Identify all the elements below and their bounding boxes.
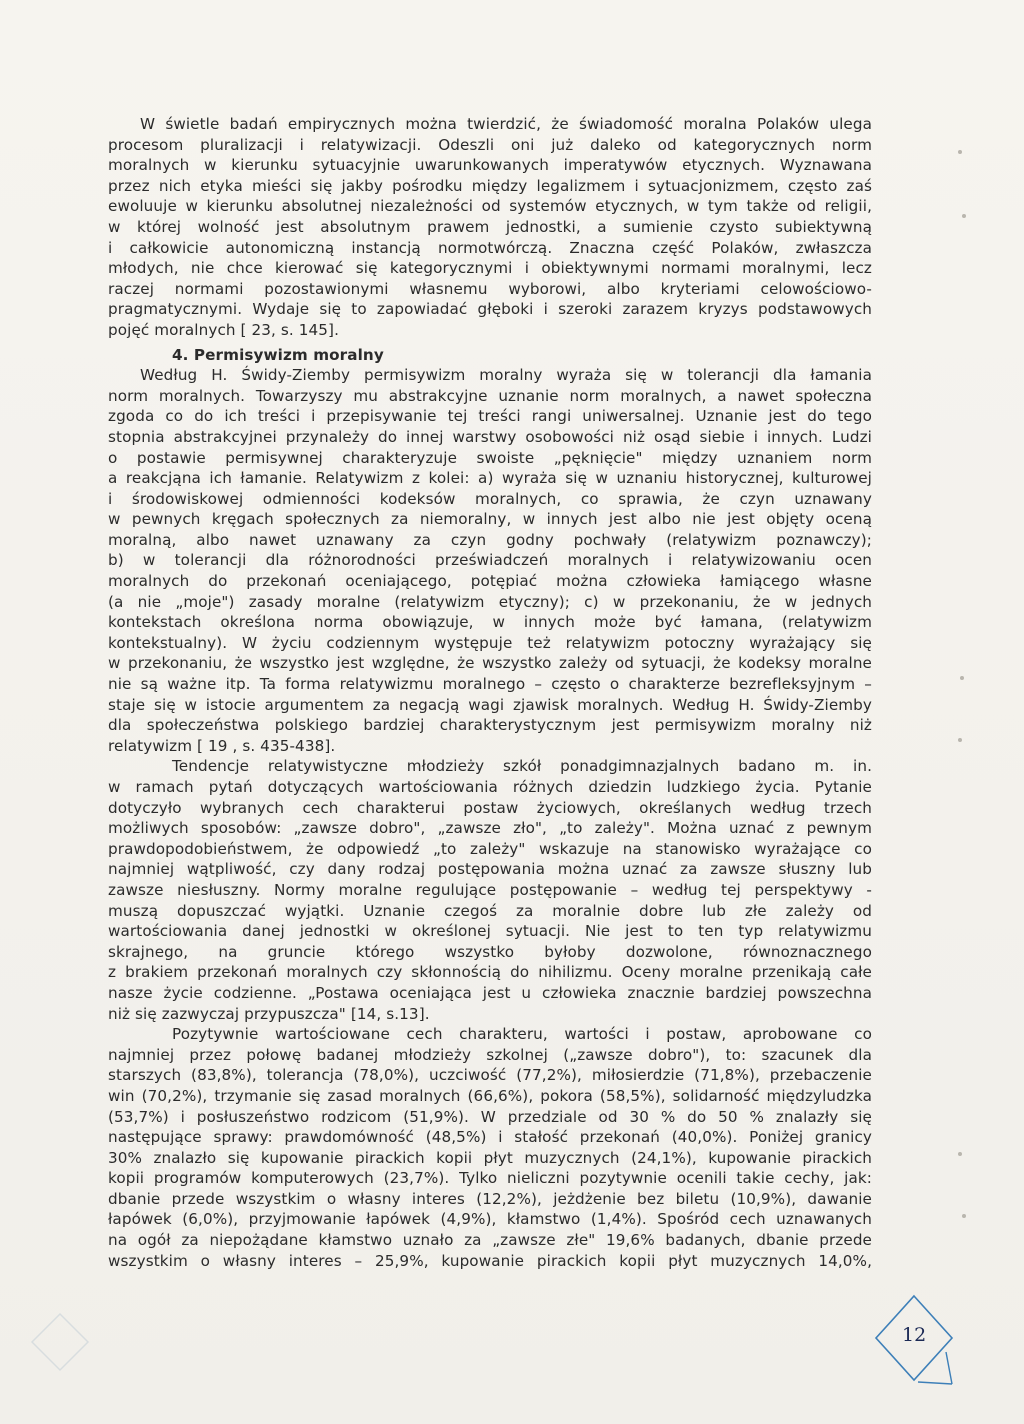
section-heading: 4. Permisywizm moralny — [172, 345, 384, 364]
text-line: następujące sprawy: prawdomówność (48,5%) i stałość przekonań (40,0%). Poniżej granicy — [108, 1128, 872, 1147]
text-line: prawdopodobieństwem, że odpowiedź „to zależy" wskazuje na stanowisko wyrażające co — [108, 839, 872, 858]
text-line: młodych, nie chce kierować się kategorycznymi i obiektywnymi normami moralnymi, lecz — [108, 259, 872, 278]
text-line: o postawie permisywnej charakteryzuje swoiste „pęknięcie" między uznaniem norm — [108, 448, 872, 467]
text-line: zgoda co do ich treści i przepisywanie tej treści rangi uniwersalnej. Uznanie jest do tego — [108, 407, 872, 426]
text-line: najmniej przez połowę badanej młodzieży szkolnej („zawsze dobro"), to: szacunek dla — [108, 1045, 872, 1064]
paragraph — [108, 1024, 872, 1271]
text-line: 30% znalazło się kupowanie pirackich kopii płyt muzycznych (24,1%), kupowanie pirackich — [108, 1148, 872, 1167]
text-line: dotyczyło wybranych cech charakterui postaw życiowych, określanych według trzech — [108, 798, 872, 817]
text-line: pragmatycznymi. Wydaje się to zapowiadać głęboki i szeroki zarazem kryzys podstawowych — [108, 300, 872, 319]
text-line: Tendencje relatywistyczne młodzieży szkół ponadgimnazjalnych badano m. in. — [172, 757, 872, 776]
text-line: relatywizm [ 19 , s. 435-438]. — [108, 736, 336, 755]
show-through-badge — [30, 1312, 90, 1372]
margin-speck — [962, 1214, 966, 1218]
text-line: W świetle badań empirycznych można twierdzić, że świadomość moralna Polaków ulega — [140, 115, 872, 133]
page-number-badge — [874, 1294, 958, 1386]
margin-speck — [960, 676, 964, 680]
paragraph — [108, 365, 872, 756]
text-line: dbanie przede wszystkim o własny interes (12,2%), jeżdżenie bez biletu (10,9%), dawanie — [108, 1189, 872, 1208]
margin-speck — [958, 738, 962, 742]
text-line: b) w tolerancji dla różnorodności przeświadczeń moralnych i relatywizowaniu ocen — [108, 551, 872, 570]
text-line: pojęć moralnych [ 23, s. 145]. — [108, 320, 339, 339]
text-line: starszych (83,8%), tolerancja (78,0%), uczciwość (77,2%), miłosierdzie (71,8%), przebaczenie — [108, 1066, 872, 1085]
text-line: moralnych w kierunku sytuacyjnie uwarunkowanych imperatywów etycznych. Wyznawana — [108, 156, 872, 175]
text-line: kopii programów komputerowych (23,7%). Tylko nieliczni pozytywnie ocenili takie cechy, jak: — [108, 1169, 872, 1188]
text-line: procesom pluralizacji i relatywizacji. Odeszli oni już daleko od kategorycznych norm — [108, 135, 872, 154]
paragraph — [108, 756, 872, 1024]
text-line: (a nie „moje") zasady moralne (relatywizm etyczny); c) w przekonaniu, że w jednych — [108, 592, 872, 611]
text-line: w pewnych kręgach społecznych za niemoralny, w innych jest albo nie jest objęty oceną — [108, 510, 872, 529]
text-line: łapówek (6,0%), przyjmowanie łapówek (4,9%), kłamstwo (1,4%). Spośród cech uznawanych — [108, 1210, 872, 1229]
page-number: 12 — [902, 1324, 927, 1346]
text-line: niż się zazwyczaj przypuszcza" [14, s.13]. — [108, 1004, 430, 1023]
paragraph — [108, 114, 872, 341]
text-line: kontekstualny). W życiu codziennym występuje też relatywizm potoczny wyrażający się — [108, 633, 872, 652]
text-line: Pozytywnie wartościowane cech charakteru, wartości i postaw, aprobowane co — [172, 1025, 872, 1044]
text-line: raczej normami pozostawionymi własnemu wyborowi, albo kryteriami celowościowo- — [108, 279, 872, 298]
text-line: moralnych do przekonań oceniającego, potępiać można człowieka łamiącego własne — [108, 572, 872, 591]
text-line: zawsze niesłuszny. Normy moralne regulujące postępowanie – według tej perspektywy - — [108, 880, 872, 899]
text-line: (53,7%) i posłuszeństwo rodzicom (51,9%). W przedziale od 30 % do 50 % znalazły się — [108, 1107, 872, 1126]
text-line: możliwych sposobów: „zawsze dobro", „zawsze zło", „to zależy". Można uznać z pewnym — [108, 819, 872, 838]
text-line: Według H. Świdy-Ziemby permisywizm moralny wyraża się w tolerancji dla łamania — [140, 366, 872, 385]
text-line: stopnia abstrakcyjnei przynależy do innej warstwy osobowości niż osąd siebie i innych. Ludzi — [108, 427, 872, 446]
margin-speck — [958, 150, 962, 154]
text-line: na ogół za niepożądane kłamstwo uznało za „zawsze złe" 19,6% badanych, dbanie przede — [108, 1231, 872, 1250]
text-line: nasze życie codzienne. „Postawa oceniająca jest u człowieka znacznie bardziej powszechna — [108, 983, 872, 1002]
text-line: wartościowania danej jednostki w określonej sytuacji. Nie jest to ten typ relatywizmu — [108, 922, 872, 941]
text-line: muszą dopuszczać wyjątki. Uznanie czegoś za moralnie dobre lub złe zależy od — [108, 901, 872, 920]
text-line: ewoluuje w kierunku absolutnej niezależności od systemów etycznych, w tym także od religii, — [108, 197, 872, 216]
body-text — [108, 114, 872, 1271]
text-line: z brakiem przekonań moralnych czy skłonnością do nihilizmu. Oceny moralne przenikają całe — [108, 963, 872, 982]
text-line: win (70,2%), trzymanie się zasad moralnych (66,6%), pokora (58,5%), solidarność międzyludzka — [108, 1086, 872, 1105]
text-line: a reakcjąna ich łamanie. Relatywizm z kolei: a) wyraża się w uznaniu historycznej, kulturowej — [108, 469, 872, 488]
margin-speck — [958, 1152, 962, 1156]
text-line: norm moralnych. Towarzyszy mu abstrakcyjne uznanie norm moralnych, a nawet społeczna — [108, 386, 872, 405]
text-line: w przekonaniu, że wszystko jest względne, że wszystko zależy od sytuacji, że kodeksy moralne — [108, 654, 872, 673]
text-line: w której wolność jest absolutnym prawem jednostki, a sumienie czysto subiektywną — [108, 217, 872, 236]
text-line: nie są ważne itp. Ta forma relatywizmu moralnego – często o charakterze bezrefleksyjnym – — [108, 675, 872, 694]
margin-speck — [962, 214, 966, 218]
text-line: przez nich etyka mieści się jakby pośrodku między legalizmem i sytuacjonizmem, często zaś — [108, 176, 872, 195]
text-line: staje się w istocie argumentem za negacją wagi zjawisk moralnych. Według H. Świdy-Ziemby — [108, 695, 872, 714]
text-line: kontekstach określona norma obowiązuje, w innych może być łamana, (relatywizm — [108, 613, 872, 632]
text-line: i środowiskowej odmienności kodeksów moralnych, co sprawia, że czyn uznawany — [108, 489, 872, 508]
text-line: w ramach pytań dotyczących wartościowania różnych dziedzin ludzkiego życia. Pytanie — [108, 778, 872, 796]
text-line: i całkowicie autonomiczną instancją normotwórczą. Znaczna część Polaków, zwłaszcza — [108, 238, 872, 257]
text-line: moralną, albo nawet uznawany za czyn godny pochwały (relatywizm poznawczy); — [108, 530, 872, 549]
text-line: dla społeczeństwa polskiego bardziej charakterystycznym jest permisywizm moralny niż — [108, 716, 872, 735]
text-line: najmniej wątpliwość, czy dany rodzaj postępowania można uznać za zawsze słuszny lub — [108, 860, 872, 879]
text-line: wszystkim o własny interes – 25,9%, kupowanie pirackich kopii płyt muzycznych 14,0%, — [108, 1251, 872, 1270]
text-line: skrajnego, na gruncie którego wszystko byłoby dozwolone, równoznacznego — [108, 942, 872, 961]
